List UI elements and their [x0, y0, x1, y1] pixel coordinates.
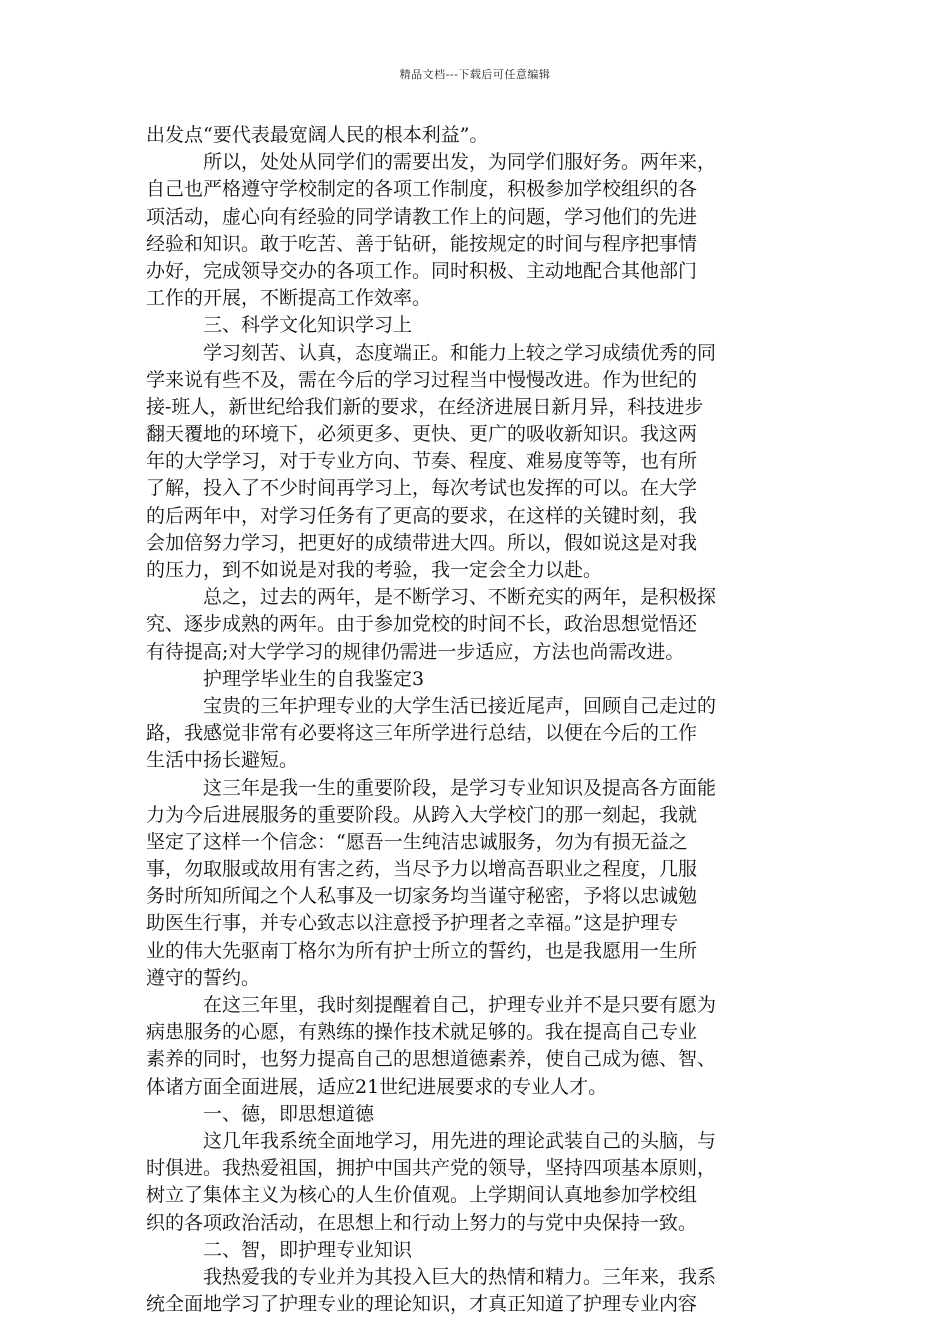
text-line: 自己也严格遵守学校制定的各项工作制度，积极参加学校组织的各	[146, 178, 698, 201]
text-line: 时俱进。我热爱祖国，拥护中国共产党的领导，坚持四项基本原则，	[146, 1157, 717, 1180]
text-line: 织的各项政治活动，在思想上和行动上努力的与党中央保持一致。	[146, 1211, 698, 1234]
text-line: 学来说有些不及，需在今后的学习过程当中慢慢改进。作为世纪的	[146, 368, 698, 391]
text-line: 一、德，即思想道德	[203, 1102, 375, 1125]
text-line: 办好，完成领导交办的各项工作。同时积极、主动地配合其他部门	[146, 259, 698, 282]
text-line: 学习刻苦、认真，态度端正。和能力上较之学习成绩优秀的同	[203, 341, 717, 364]
text-line: 了解，投入了不少时间再学习上，每次考试也发挥的可以。在大学	[146, 477, 698, 500]
text-line: 工作的开展，不断提高工作效率。	[146, 287, 432, 310]
text-line: 体诸方面全面进展，适应21世纪进展要求的专业人才。	[146, 1075, 608, 1098]
text-line: 树立了集体主义为核心的人生价值观。上学期间认真地参加学校组	[146, 1184, 698, 1207]
text-line: 业的伟大先驱南丁格尔为所有护士所立的誓约，也是我愿用一生所	[146, 939, 698, 962]
text-line: 二、智，即护理专业知识	[203, 1238, 413, 1261]
document-body	[146, 122, 806, 1318]
text-line: 护理学毕业生的自我鉴定3	[203, 667, 425, 690]
text-line: 的压力，到不如说是对我的考验，我一定会全力以赴。	[146, 559, 603, 581]
text-line: 这几年我系统全面地学习，用先进的理论武装自己的头脑，与	[203, 1129, 717, 1152]
text-line: 坚定了这样一个信念：“愿吾一生纯洁忠诚服务，勿为有损无益之	[146, 830, 688, 853]
text-line: 助医生行事，并专心致志以注意授予护理者之幸福。”这是护理专	[146, 912, 679, 935]
text-line: 出发点“要代表最宽阔人民的根本利益”。	[146, 124, 489, 146]
text-line: 究、逐步成熟的两年。由于参加党校的时间不长，政治思想觉悟还	[146, 613, 698, 636]
text-line: 项活动，虚心向有经验的同学请教工作上的问题，学习他们的先进	[146, 205, 698, 228]
text-line: 总之，过去的两年，是不断学习、不断充实的两年，是积极探	[203, 586, 717, 609]
text-line: 三、科学文化知识学习上	[203, 314, 413, 337]
page-header: 精品文档---下载后可任意编辑	[399, 68, 551, 81]
text-line: 经验和知识。敢于吃苦、善于钻研，能按规定的时间与程序把事情	[146, 232, 698, 255]
text-line: 在这三年里，我时刻提醒着自己，护理专业并不是只要有愿为	[203, 994, 717, 1016]
text-line: 接-班人，新世纪给我们新的要求，在经济进展日新月异，科技进步	[146, 395, 704, 418]
text-line: 我热爱我的专业并为其投入巨大的热情和精力。三年来，我系	[203, 1265, 717, 1288]
text-line: 统全面地学习了护理专业的理论知识，才真正知道了护理专业内容	[146, 1293, 698, 1316]
text-line: 宝贵的三年护理专业的大学生活已接近尾声，回顾自己走过的	[203, 694, 717, 717]
text-line: 翻天覆地的环境下，必须更多、更快、更广的吸收新知识。我这两	[146, 423, 698, 446]
text-line: 遵守的誓约。	[146, 966, 261, 989]
text-line: 有待提高;对大学学习的规律仍需进一步适应，方法也尚需改进。	[146, 640, 685, 663]
text-line: 力为今后进展服务的重要阶段。从跨入大学校门的那一刻起，我就	[146, 803, 698, 826]
text-line: 素养的同时，也努力提高自己的思想道德素养，使自己成为德、智、	[146, 1048, 717, 1071]
text-line: 年的大学学习，对于专业方向、节奏、程度、难易度等等，也有所	[146, 450, 698, 473]
text-line: 病患服务的心愿，有熟练的操作技术就足够的。我在提高自己专业	[146, 1021, 698, 1044]
text-line: 会加倍努力学习，把更好的成绩带进大四。所以，假如说这是对我	[146, 531, 698, 554]
text-line: 的后两年中，对学习任务有了更高的要求，在这样的关键时刻，我	[146, 504, 698, 527]
text-line: 这三年是我一生的重要阶段，是学习专业知识及提高各方面能	[203, 776, 717, 799]
text-line: 路，我感觉非常有必要将这三年所学进行总结，以便在今后的工作	[146, 722, 698, 745]
text-line: 生活中扬长避短。	[146, 749, 299, 772]
text-line: 所以，处处从同学们的需要出发，为同学们服好务。两年来，	[203, 151, 717, 174]
text-line: 事，勿取服或故用有害之药，当尽予力以增高吾职业之程度，几服	[146, 858, 698, 881]
text-line: 务时所知所闻之个人私事及一切家务均当谨守秘密，予将以忠诚勉	[146, 885, 698, 908]
